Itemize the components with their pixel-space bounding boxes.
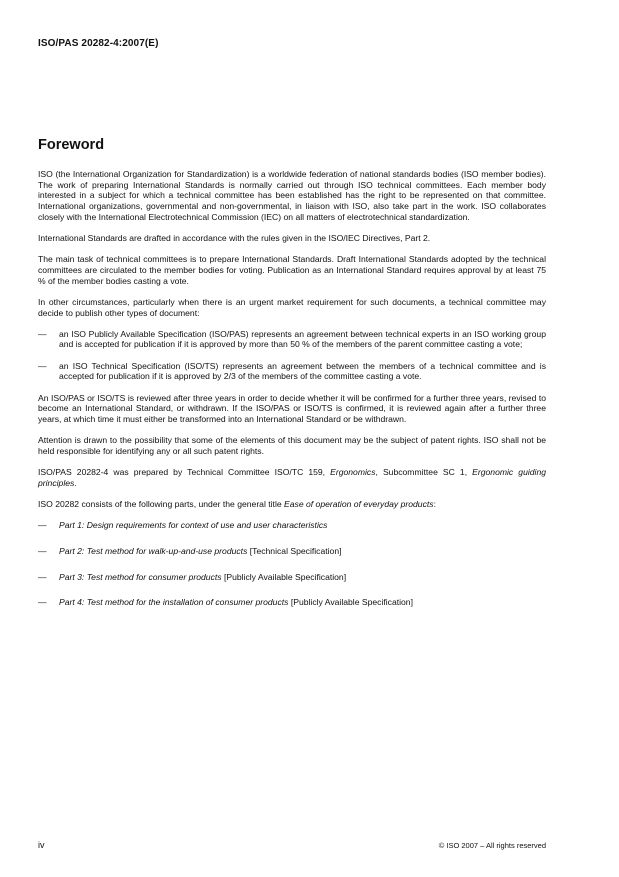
subcommittee-title: Ergonomic guiding principles — [38, 467, 547, 488]
dash-bullet: — — [38, 545, 47, 556]
list-item — [38, 329, 546, 350]
dash-bullet: — — [38, 571, 47, 582]
paragraph-drafting-rules: International Standards are drafted in accordance with the rules given in the ISO/IEC Directives, Part 2. — [38, 233, 431, 244]
list-item-text: an ISO Publicly Available Specification (ISO/PAS) represents an agreement between technical experts in an ISO working group and is accepted for publication if it is approved by more than 50 % of the members of the parent committee casting a vote; — [59, 328, 546, 350]
text-segment: , Subcommittee SC 1, — [375, 467, 468, 478]
document-id-header: ISO/PAS 20282-4:2007(E) — [38, 38, 159, 49]
dash-bullet: — — [38, 360, 47, 371]
list-item-text: an ISO Technical Specification (ISO/TS) represents an agreement between the members of a technical committee and is accepted for publication if it is approved by 2/3 of the members of the committee casting a vote. — [59, 360, 546, 382]
part-note: [Publicly Available Specification] — [290, 597, 413, 608]
foreword-body — [38, 169, 546, 623]
text-segment: ISO/PAS 20282-4 was prepared by Technical Committee ISO/TC 159, — [38, 467, 326, 478]
dash-bullet: — — [38, 597, 47, 608]
page-number: iv — [38, 840, 45, 850]
part-note: [Technical Specification] — [249, 545, 342, 556]
paragraph-patent: Attention is drawn to the possibility that some of the elements of this document may be the subject of patent rights. ISO shall not be held responsible for identifying any or all such patent rights. — [38, 435, 546, 456]
paragraph-prepared-by — [38, 467, 546, 488]
page-title: Foreword — [38, 137, 105, 153]
dash-bullet: — — [38, 328, 47, 339]
part-item — [38, 572, 546, 583]
paragraph-other-circumstances: In other circumstances, particularly when there is an urgent market requirement for such documents, a technical committee may decide to publish other types of document: — [38, 296, 546, 318]
part-title: Part 2: Test method for walk-up-and-use products — [59, 545, 248, 556]
part-title: Part 3: Test method for consumer products — [59, 571, 222, 582]
part-title: Part 1: Design requirements for context of use and user characteristics — [59, 520, 328, 531]
text-segment: . — [74, 477, 77, 488]
dash-bullet: — — [38, 520, 47, 531]
part-item — [38, 520, 546, 531]
text-segment: ISO 20282 consists of the following parts, under the general title — [38, 498, 282, 509]
committee-title: Ergonomics — [330, 467, 376, 478]
part-note: [Publicly Available Specification] — [223, 571, 347, 582]
paragraph-main-task: The main task of technical committees is to prepare International Standards. Draft International Standards adopted by the technical committees are circulated to the member bodies for voting. Publication as an International Standard requires approval by at least 75 % of the member bodies casting a vote. — [38, 254, 546, 286]
general-title: Ease of operation of everyday products — [284, 498, 434, 509]
list-item — [38, 361, 546, 382]
part-item — [38, 597, 546, 608]
paragraph-iso-intro: ISO (the International Organization for Standardization) is a worldwide federation of national standards bodies (ISO member bodies). The work of preparing International Standards is normally carried out through ISO technical committees. Each member body interested in a subject for which a technical committee has been established has the right to be represented on that committee. International organizations, governmental and non-governmental, in liaison with ISO, also take part in the work. ISO collaborates closely with the International Electrotechnical Commission (IEC) on all matters of electrotechnical standardization. — [38, 169, 546, 222]
paragraph-parts-intro — [38, 499, 546, 510]
text-segment: : — [433, 498, 436, 509]
paragraph-review: An ISO/PAS or ISO/TS is reviewed after three years in order to decide whether it will be confirmed for a further three years, revised to become an International Standard, or withdrawn. If the ISO/PAS or ISO/TS is confirmed, it is reviewed again after a further three years, at which time it must either be transformed into an International Standard or be withdrawn. — [38, 392, 546, 424]
part-item — [38, 546, 546, 557]
parts-list — [38, 520, 546, 608]
part-title: Part 4: Test method for the installation of consumer products — [59, 597, 289, 608]
copyright-notice: © ISO 2007 – All rights reserved — [438, 841, 546, 850]
